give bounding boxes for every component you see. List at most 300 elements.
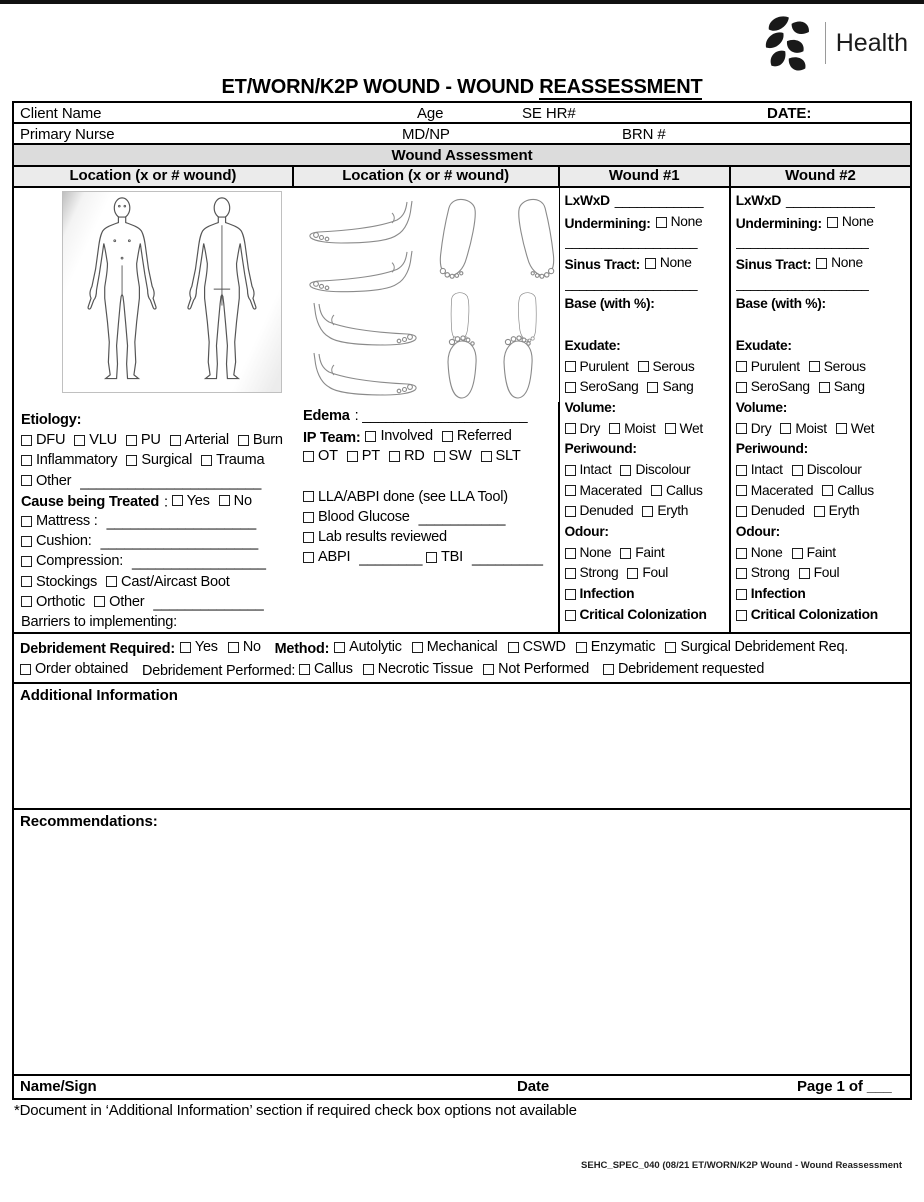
debridement-checkbox-surgical-debridement-req[interactable]: [665, 637, 848, 658]
checkbox-box-icon: [126, 435, 137, 446]
w1-checkbox-none[interactable]: [656, 212, 703, 233]
checkbox-box-icon: [303, 451, 314, 462]
form-line: [736, 274, 905, 295]
client-name-label: Client Name: [20, 105, 102, 122]
field-label: Sinus Tract:: [564, 256, 640, 272]
checkbox-box-icon: [809, 361, 820, 372]
form-line: [565, 191, 724, 212]
checkbox-box-icon: [620, 465, 631, 476]
w2-checkbox-strong[interactable]: [736, 563, 790, 584]
name-sign-label: Name/Sign: [20, 1078, 97, 1095]
checkbox-label: Macerated: [750, 482, 814, 498]
checkbox-label: RD: [403, 448, 425, 465]
etiology-checkbox-vlu[interactable]: [74, 430, 117, 450]
w1-checkbox-moist[interactable]: [609, 419, 655, 440]
checkbox-box-icon: [170, 435, 181, 446]
w2-checkbox-denuded[interactable]: [736, 501, 805, 522]
debridement-row: [14, 634, 910, 684]
checkbox-label: Orthotic: [36, 593, 86, 610]
checkbox-label: Order obtained: [35, 661, 129, 677]
form-line: [736, 481, 905, 502]
checkbox-label: VLU: [89, 432, 117, 449]
form-line: [565, 377, 724, 398]
checkbox-box-icon: [736, 382, 747, 393]
w1-checkbox-wet[interactable]: [665, 419, 703, 440]
form-line: [736, 357, 905, 378]
form-line: [565, 357, 724, 378]
signature-row: [14, 1076, 910, 1098]
checkbox-box-icon: [219, 495, 230, 506]
vascular-checkbox-blood-glucose[interactable]: [303, 507, 410, 527]
nurse-info-row: [14, 124, 910, 145]
w1-checkbox-intact[interactable]: [565, 460, 612, 481]
feet-diagram: [301, 188, 559, 402]
form-line: [736, 398, 905, 419]
form-line: [303, 406, 559, 426]
assessment-body-row: [14, 188, 910, 634]
checkbox-label: OT: [318, 448, 338, 465]
fill-in-blank: __________________: [735, 234, 869, 250]
field-label: IP Team:: [303, 429, 361, 446]
field-label: Exudate:: [564, 337, 621, 353]
checkbox-box-icon: [645, 258, 656, 269]
w2-checkbox-callus[interactable]: [822, 481, 874, 502]
checkbox-box-icon: [565, 485, 576, 496]
additional-information-section: [14, 684, 910, 810]
checkbox-box-icon: [172, 495, 183, 506]
form-line: [565, 563, 724, 584]
field-label: Debridement Required:: [20, 641, 175, 657]
age-label: Age: [417, 105, 444, 122]
client-info-row: [14, 103, 910, 124]
checkbox-label: Faint: [806, 544, 836, 560]
checkbox-box-icon: [736, 465, 747, 476]
debridement-checkbox-not-performed[interactable]: [483, 659, 589, 680]
etiology-checkbox-cast-aircast-boot[interactable]: [106, 572, 230, 592]
etiology-checkbox-compression[interactable]: [21, 551, 123, 571]
field-label: Periwound:: [564, 441, 637, 457]
checkbox-label: Yes: [186, 492, 210, 509]
checkbox-box-icon: [201, 455, 212, 466]
form-line: [565, 315, 724, 336]
w2-checkbox-foul[interactable]: [799, 563, 840, 584]
checkbox-box-icon: [651, 485, 662, 496]
checkbox-box-icon: [565, 361, 576, 372]
w1-checkbox-sang[interactable]: [647, 377, 693, 398]
checkbox-label: SLT: [495, 448, 521, 465]
checkbox-label: LLA/ABPI done (see LLA Tool): [318, 488, 508, 505]
form-line: [21, 592, 295, 612]
form-line: [736, 315, 905, 336]
etiology-checkbox-arterial[interactable]: [170, 430, 229, 450]
vascular-checkbox-slt[interactable]: [481, 446, 521, 466]
w1-checkbox-macerated[interactable]: [565, 481, 643, 502]
checkbox-label: SeroSang: [750, 379, 810, 395]
vascular-checkbox-pt[interactable]: [347, 446, 380, 466]
checkbox-box-icon: [627, 568, 638, 579]
section-header-wound-assessment: Wound Assessment: [14, 145, 910, 167]
checkbox-box-icon: [106, 576, 117, 587]
field-label: LxWxD: [735, 193, 782, 208]
checkbox-box-icon: [21, 596, 32, 607]
w2-checkbox-moist[interactable]: [780, 419, 826, 440]
logo-divider: [825, 22, 826, 64]
brand-logo: [759, 12, 908, 74]
checkbox-label: None: [659, 255, 692, 271]
form-line: [303, 507, 559, 527]
debridement-checkbox-autolytic[interactable]: [334, 637, 402, 658]
fill-in-blank: _______________________: [80, 474, 262, 491]
body-outline-front-back-icon: [68, 195, 276, 389]
checkbox-box-icon: [74, 435, 85, 446]
checkbox-box-icon: [21, 556, 32, 567]
page-top-border: [0, 0, 924, 4]
checkbox-box-icon: [334, 642, 345, 653]
checkbox-label: Yes: [194, 639, 218, 655]
checkbox-box-icon: [565, 465, 576, 476]
checkbox-label: Wet: [850, 420, 875, 436]
vascular-checkbox-referred[interactable]: [442, 426, 512, 446]
etiology-checkbox-dfu[interactable]: [21, 430, 65, 450]
body-diagram: [62, 191, 282, 393]
checkbox-box-icon: [799, 568, 810, 579]
checkbox-box-icon: [736, 506, 747, 517]
w1-checkbox-infection[interactable]: [565, 584, 635, 605]
location-cell: [14, 188, 560, 632]
checkbox-label: PT: [361, 448, 380, 465]
w2-checkbox-critical-colonization[interactable]: [736, 605, 878, 626]
md-np-label: MD/NP: [402, 126, 450, 143]
w1-checkbox-critical-colonization[interactable]: [565, 605, 707, 626]
w1-checkbox-purulent[interactable]: [565, 357, 629, 378]
field-label: LxWxD: [564, 193, 610, 208]
w2-checkbox-none[interactable]: [816, 253, 863, 274]
form-line: [736, 605, 905, 626]
form-line: [303, 467, 559, 487]
checkbox-box-icon: [20, 664, 31, 675]
form-line: [20, 637, 910, 659]
checkbox-box-icon: [565, 506, 576, 517]
checkbox-label: Blood Glucose: [318, 508, 410, 525]
checkbox-box-icon: [656, 217, 667, 228]
w2-checkbox-purulent[interactable]: [736, 357, 800, 378]
checkbox-box-icon: [827, 217, 838, 228]
checkbox-label: Critical Colonization: [750, 606, 878, 622]
checkbox-box-icon: [736, 361, 747, 372]
foot-views-icon: [301, 188, 559, 402]
field-label: Undermining:: [735, 215, 822, 231]
fill-in-blank: ____________: [786, 193, 875, 208]
checkbox-box-icon: [180, 642, 191, 653]
fill-in-blank: ______________: [153, 595, 264, 612]
form-line: [736, 212, 905, 233]
form-line: [736, 460, 905, 481]
checkbox-box-icon: [21, 475, 32, 486]
field-label: Undermining:: [564, 215, 651, 231]
etiology-checkbox-other[interactable]: [94, 592, 144, 612]
checkbox-label: Macerated: [579, 482, 642, 498]
form-line: [21, 450, 295, 470]
fill-in-blank: _________________: [132, 554, 266, 571]
etiology-checkbox-burn[interactable]: [238, 430, 283, 450]
vascular-checkbox-tbi[interactable]: [426, 547, 463, 567]
fill-in-blank: ________: [359, 550, 427, 567]
checkbox-label: Dry: [750, 420, 772, 436]
checkbox-label: SW: [448, 448, 472, 465]
checkbox-label: Infection: [750, 586, 806, 602]
w2-checkbox-sang[interactable]: [819, 377, 865, 398]
etiology-checkbox-pu[interactable]: [126, 430, 161, 450]
debridement-checkbox-no[interactable]: [228, 637, 261, 658]
w2-checkbox-discolour[interactable]: [792, 460, 862, 481]
checkbox-label: Sang: [833, 379, 865, 395]
vascular-checkbox-abpi[interactable]: [303, 547, 350, 567]
fill-in-blank: __________________: [564, 275, 698, 291]
checkbox-box-icon: [303, 491, 314, 502]
checkbox-box-icon: [434, 451, 445, 462]
w2-checkbox-serosang[interactable]: [736, 377, 810, 398]
field-label: Volume:: [735, 399, 788, 415]
form-line: [736, 191, 905, 212]
form-line: [736, 563, 905, 584]
checkbox-label: Mattress :: [36, 512, 98, 529]
debridement-checkbox-necrotic-tissue[interactable]: [363, 659, 473, 680]
etiology-checkbox-inflammatory[interactable]: [21, 450, 117, 470]
form-title-emphasis: REASSESSMENT: [539, 76, 703, 98]
debridement-checkbox-mechanical[interactable]: [412, 637, 498, 658]
etiology-checkbox-yes[interactable]: [172, 491, 210, 511]
vascular-checkbox-ot[interactable]: [303, 446, 338, 466]
checkbox-label: Purulent: [750, 358, 800, 374]
checkbox-label: Discolour: [806, 461, 862, 477]
w2-checkbox-wet[interactable]: [836, 419, 874, 440]
checkbox-label: Necrotic Tissue: [377, 661, 474, 677]
w2-checkbox-serous[interactable]: [809, 357, 866, 378]
debridement-checkbox-cswd[interactable]: [508, 637, 566, 658]
w1-checkbox-discolour[interactable]: [620, 460, 690, 481]
etiology-checkbox-other[interactable]: [21, 471, 71, 491]
form-line: [736, 294, 905, 315]
checkbox-box-icon: [609, 423, 620, 434]
checkbox-label: Foul: [642, 565, 668, 581]
debridement-checkbox-enzymatic[interactable]: [576, 637, 656, 658]
checkbox-label: Moist: [795, 420, 827, 436]
debridement-checkbox-yes[interactable]: [180, 637, 218, 658]
form-line: [736, 336, 905, 357]
fill-in-blank: __________________: [735, 275, 869, 291]
etiology-checkbox-no[interactable]: [219, 491, 252, 511]
wound2-panel: [731, 188, 910, 632]
checkbox-box-icon: [780, 423, 791, 434]
w1-checkbox-faint[interactable]: [620, 543, 664, 564]
field-label: Volume:: [564, 399, 616, 415]
checkbox-box-icon: [816, 258, 827, 269]
checkbox-box-icon: [303, 532, 314, 543]
checkbox-label: CSWD: [522, 639, 566, 655]
form-line: [736, 377, 905, 398]
w1-checkbox-none[interactable]: [645, 253, 692, 274]
checkbox-box-icon: [483, 664, 494, 675]
checkbox-label: Other: [36, 472, 72, 489]
etiology-checkbox-stockings[interactable]: [21, 572, 97, 592]
checkbox-label: Referred: [456, 428, 512, 445]
w2-checkbox-faint[interactable]: [792, 543, 836, 564]
w2-checkbox-eryth[interactable]: [814, 501, 860, 522]
debridement-checkbox-callus[interactable]: [299, 659, 353, 680]
checkbox-box-icon: [576, 642, 587, 653]
form-line: [21, 430, 295, 450]
checkbox-label: Strong: [579, 565, 619, 581]
form-line: [21, 491, 295, 511]
checkbox-box-icon: [228, 642, 239, 653]
field-label: Exudate:: [735, 337, 792, 353]
checkbox-box-icon: [442, 431, 453, 442]
checkbox-label: Callus: [837, 482, 874, 498]
etiology-checkbox-cushion[interactable]: [21, 531, 92, 551]
form-line: [565, 419, 724, 440]
form-line: [20, 659, 910, 681]
checkbox-box-icon: [736, 568, 747, 579]
checkbox-box-icon: [736, 610, 747, 621]
w1-checkbox-dry[interactable]: [565, 419, 601, 440]
w1-checkbox-serosang[interactable]: [565, 377, 639, 398]
fill-in-blank: ___________: [418, 510, 506, 527]
checkbox-box-icon: [21, 576, 32, 587]
date-label: DATE:: [767, 105, 812, 122]
fill-in-blank: ____________________: [100, 534, 258, 551]
column-header-wound-2: Wound #2: [785, 167, 856, 184]
w1-checkbox-strong[interactable]: [565, 563, 619, 584]
w2-checkbox-infection[interactable]: [736, 584, 806, 605]
column-header-wound-1: Wound #1: [560, 167, 731, 186]
vascular-checkbox-lla-abpi-done-see-lla-tool[interactable]: [303, 487, 508, 507]
etiology-checkbox-trauma[interactable]: [201, 450, 264, 470]
checkbox-box-icon: [565, 568, 576, 579]
checkbox-label: Inflammatory: [36, 452, 118, 469]
field-label: Edema: [303, 408, 350, 424]
w1-checkbox-eryth[interactable]: [642, 501, 688, 522]
w1-checkbox-foul[interactable]: [627, 563, 668, 584]
form-line: [565, 274, 724, 295]
checkbox-label: TBI: [441, 549, 463, 566]
form-line: [736, 419, 905, 440]
etiology-checkbox-surgical[interactable]: [126, 450, 192, 470]
checkbox-box-icon: [819, 382, 830, 393]
w2-checkbox-macerated[interactable]: [736, 481, 814, 502]
checkbox-box-icon: [481, 451, 492, 462]
checkbox-label: Callus: [313, 661, 353, 677]
checkbox-box-icon: [299, 664, 310, 675]
form-title-prefix: ET/WORN/K2P WOUND - WOUND: [221, 76, 540, 98]
se-leaf-logo-icon: [759, 12, 815, 74]
recommendations-label: Recommendations:: [20, 813, 158, 830]
wound1-panel: [560, 188, 731, 632]
checkbox-label: Strong: [750, 565, 790, 581]
checkbox-label: Serous: [652, 358, 695, 374]
checkbox-label: Stockings: [36, 573, 98, 590]
checkbox-box-icon: [665, 642, 676, 653]
checkbox-label: Intact: [750, 461, 783, 477]
checkbox-label: None: [579, 544, 612, 560]
vascular-checkbox-lab-results-reviewed[interactable]: [303, 527, 447, 547]
checkbox-box-icon: [565, 382, 576, 393]
form-line: [565, 232, 724, 253]
checkbox-label: Debridement requested: [617, 661, 765, 677]
static-text: : _____________________: [354, 408, 528, 424]
vascular-checkbox-involved[interactable]: [365, 426, 432, 446]
w2-checkbox-none[interactable]: [827, 212, 874, 233]
static-text: Barriers to implementing:: [21, 613, 177, 630]
checkbox-label: None: [841, 213, 874, 229]
checkbox-label: Sang: [662, 379, 694, 395]
field-label: Method:: [274, 641, 330, 657]
checkbox-box-icon: [363, 664, 374, 675]
checkbox-label: Infection: [579, 586, 635, 602]
checkbox-label: Trauma: [216, 452, 265, 469]
checkbox-box-icon: [736, 485, 747, 496]
form-line: [303, 446, 559, 466]
checkbox-label: PU: [140, 432, 161, 449]
checkbox-label: Eryth: [657, 503, 689, 519]
field-label: Cause being Treated: [21, 494, 159, 511]
checkbox-box-icon: [426, 552, 437, 563]
etiology-checkbox-orthotic[interactable]: [21, 592, 85, 612]
checkbox-box-icon: [21, 455, 32, 466]
form-line: [565, 543, 724, 564]
form-line: [736, 522, 905, 543]
debridement-checkbox-debridement-requested[interactable]: [603, 659, 764, 680]
form-line: [21, 410, 295, 430]
static-text: Debridement Performed:: [138, 663, 299, 679]
checkbox-box-icon: [822, 485, 833, 496]
brn-label: BRN #: [622, 126, 666, 143]
vascular-checkbox-sw[interactable]: [434, 446, 472, 466]
w1-checkbox-callus[interactable]: [651, 481, 703, 502]
column-header-row: [14, 167, 910, 188]
w2-checkbox-none[interactable]: [736, 543, 783, 564]
form-line: [21, 572, 295, 592]
recommendations-section: [14, 810, 910, 1076]
checkbox-label: Compression:: [36, 553, 124, 570]
form-line: [565, 336, 724, 357]
w2-checkbox-dry[interactable]: [736, 419, 772, 440]
etiology-checkbox-mattress[interactable]: [21, 511, 98, 531]
checkbox-label: Purulent: [579, 358, 629, 374]
checkbox-label: None: [670, 213, 703, 229]
checkbox-label: DFU: [36, 432, 66, 449]
brand-name: Health: [835, 28, 908, 57]
column-header-location-1: Location (x or # wound): [14, 167, 294, 186]
w1-checkbox-none[interactable]: [565, 543, 612, 564]
w2-checkbox-intact[interactable]: [736, 460, 783, 481]
debridement-checkbox-order-obtained[interactable]: [20, 659, 128, 680]
w1-checkbox-denuded[interactable]: [565, 501, 634, 522]
field-label: Base (with %):: [564, 296, 655, 312]
checkbox-label: Foul: [813, 565, 840, 581]
checkbox-box-icon: [303, 552, 314, 563]
checkbox-label: Discolour: [635, 461, 691, 477]
w1-checkbox-serous[interactable]: [638, 357, 695, 378]
vascular-checkbox-rd[interactable]: [389, 446, 425, 466]
form-line: [565, 294, 724, 315]
checkbox-label: Intact: [579, 461, 612, 477]
checkbox-box-icon: [665, 423, 676, 434]
etiology-section: [21, 410, 295, 632]
checkbox-box-icon: [238, 435, 249, 446]
form-line: [303, 426, 559, 446]
document-code: SEHC_SPEC_040 (08/21 ET/WORN/K2P Wound - Wound Reassessment: [581, 1160, 902, 1171]
form-line: [565, 501, 724, 522]
